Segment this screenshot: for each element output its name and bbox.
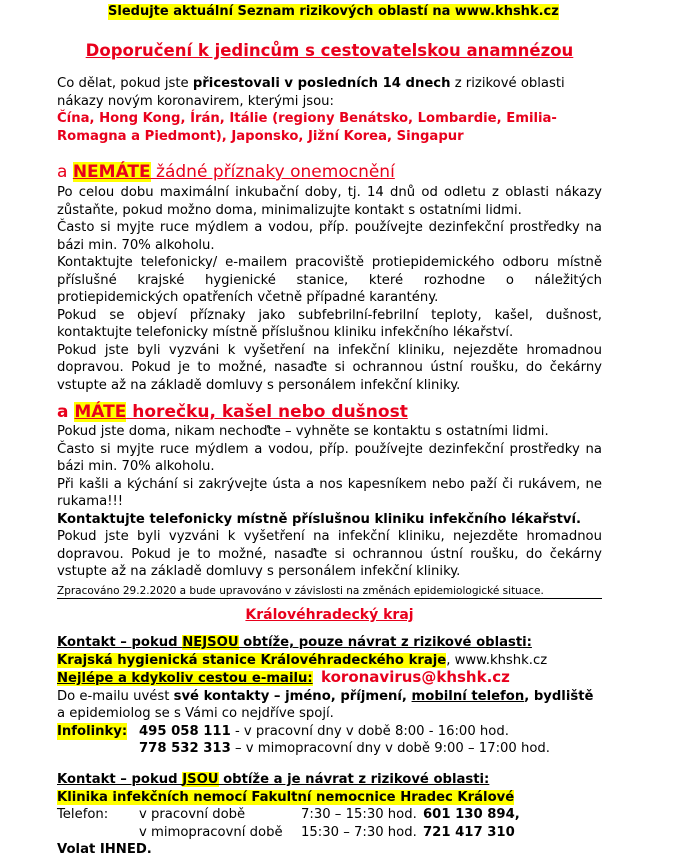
phone-number[interactable]: 778 532 313: [139, 741, 231, 756]
paragraph: Pokud se objeví příznaky jako subfebrilní-febrilní teploty, kašel, dušnost, kontaktujte telefonicky místně příslušnou kliniku infekčního lékařství.: [57, 307, 602, 340]
email-instruction: a epidemiolog se s Vámi co nejdříve spojí.: [57, 706, 334, 721]
clinic-name: Klinika infekčních nemocí Fakultní nemocnice Hradec Králové: [57, 789, 515, 805]
phone-label: Telefon:: [57, 807, 109, 822]
phone-number[interactable]: 601 130 894,: [423, 807, 520, 822]
paragraph: Při kašli a kýchání si zakrývejte ústa a nos kapesníkem nebo paží či rukávem, ne rukama!!!: [57, 476, 602, 509]
intro-paragraph: [57, 75, 602, 145]
paragraph: Pokud jste byli vyzváni k vyšetření na infekční kliniku, nejezděte hromadnou dopravou. Pokud je to možné, nasaďte si ochrannou ústní roušku, do čekárny vstupte až na základě domluvy s personálem infekční kliniky.: [57, 529, 602, 579]
intro-line-2: nákazy novým koronavirem, kterými jsou:: [57, 93, 334, 109]
top-banner: Sledujte aktuální Seznam rizikových oblastí na www.khshk.cz: [108, 4, 559, 19]
paragraph: Často si myjte ruce mýdlem a vodou, příp. používejte dezinfekční prostředky na bázi min. 70% alkoholu.: [57, 441, 602, 474]
section-symptoms-body: [57, 423, 602, 581]
infoline-row-1: Infolinky: 495 058 111 - v pracovní dny v době 8:00 - 16:00 hod.: [57, 723, 509, 739]
website-link[interactable]: , www.khshk.cz: [446, 652, 548, 668]
paragraph: Často si myjte ruce mýdlem a vodou, příp. používejte dezinfekční prostředky na bázi min. 70% alkoholu.: [57, 220, 602, 253]
processed-note: Zpracováno 29.2.2020 a bude upravováno v závislosti na změnách epidemiologické situace.: [57, 585, 544, 597]
keyword-nemate: NEMÁTE: [72, 162, 151, 182]
email-lead: Nejlépe a kdykoliv cestou e-mailu:: [57, 671, 313, 686]
paragraph-emphasis: Kontaktujte telefonicky místně příslušnou kliniku infekčního lékařství.: [57, 511, 582, 527]
keyword-jsou: JSOU: [182, 772, 219, 787]
phone-number[interactable]: 495 058 111: [139, 723, 231, 739]
email-link[interactable]: koronavirus@khshk.cz: [321, 668, 510, 686]
keyword-nejsou: NEJSOU: [182, 635, 239, 650]
contact-no-symptoms: Kontakt – pokud NEJSOU obtíže, pouze návrat z rizikové oblasti: Krajská hygienická stanice Královéhradeckého kraje, www.khshk.cz Nejlépe a kdykoliv cestou e-mailu: koronavirus@khshk.cz Do e-mailu uvést své kontakty – jméno, příjmení, mobilní telefon, bydliště a epidemiolog se s Vámi co nejdříve spojí. Infolinky: 495 058 111 - v pracovní dny v době 8:00 - 16:00 hod. 778 532 313 – v mimopracovní dny v době 9:00 – 17:00 hod.: [57, 634, 617, 758]
phone-number[interactable]: 721 417 310: [423, 824, 515, 840]
clinic-phone-row-2: v mimopracovní době 15:30 – 7:30 hod. 721 417 310: [139, 824, 515, 840]
call-now: Volat IHNED.: [57, 842, 152, 857]
page-title: Doporučení k jedincům s cestovatelskou anamnézou: [85, 41, 574, 60]
region-heading: Královéhradecký kraj: [245, 607, 414, 623]
infolines-label: Infolinky:: [57, 723, 128, 739]
intro-text: Co dělat, pokud jste: [57, 76, 193, 91]
hygiene-station-name: Krajská hygienická stanice Královéhradeckého kraje: [57, 652, 447, 668]
keyword-mate: MÁTE: [74, 402, 127, 422]
contact-symptoms: Kontakt – pokud JSOU obtíže a je návrat z rizikové oblasti: Klinika infekčních nemocí Fakultní nemocnice Hradec Králové Telefon: v pracovní době 7:30 – 15:30 hod. 601 130 894, v mimopracovní době 15:30 – 7:30 hod. 721 417 310 Volat IHNED.: [57, 771, 617, 859]
paragraph: Kontaktujte telefonicky/ e-mailem pracoviště protiepidemického odboru místně příslušné krajské hygienické stanice, které rozhodne o náležitých protiepidemických opatřeních včetně případné karantény.: [57, 255, 602, 305]
section-symptoms-heading: a MÁTE horečku, kašel nebo dušnost: [57, 402, 408, 422]
divider: [57, 598, 602, 599]
section-no-symptoms-body: [57, 184, 602, 394]
section-no-symptoms-heading: a NEMÁTE žádné příznaky onemocnění: [57, 162, 395, 182]
intro-text-end: z rizikové oblasti: [450, 76, 565, 91]
risk-areas-list: Čína, Hong Kong, Írán, Itálie (regiony Benátsko, Lombardie, Emilia-Romagna a Piedmont), Japonsko, Jižní Korea, Singapur: [57, 111, 557, 144]
clinic-phone-row-1: Telefon: v pracovní době 7:30 – 15:30 hod. 601 130 894,: [57, 807, 520, 822]
intro-emphasis: přicestovali v posledních 14 dnech: [192, 76, 451, 91]
paragraph: Pokud jste byli vyzváni k vyšetření na infekční kliniku, nejezděte hromadnou dopravou. Pokud je to možné, nasaďte si ochrannou ústní roušku, do čekárny vstupte až na základě domluvy s personálem infekční kliniky.: [57, 342, 602, 393]
paragraph: Po celou dobu maximální inkubační doby, tj. 14 dnů od odletu z oblasti nákazy zůstaňte, pokud možno doma, minimalizujte kontakt s ostatními lidmi.: [57, 185, 602, 218]
infoline-row-2: 778 532 313 – v mimopracovní dny v době 9:00 – 17:00 hod.: [139, 741, 550, 756]
paragraph: Pokud jste doma, nikam nechoďte – vyhněte se kontaktu s ostatními lidmi.: [57, 424, 549, 439]
